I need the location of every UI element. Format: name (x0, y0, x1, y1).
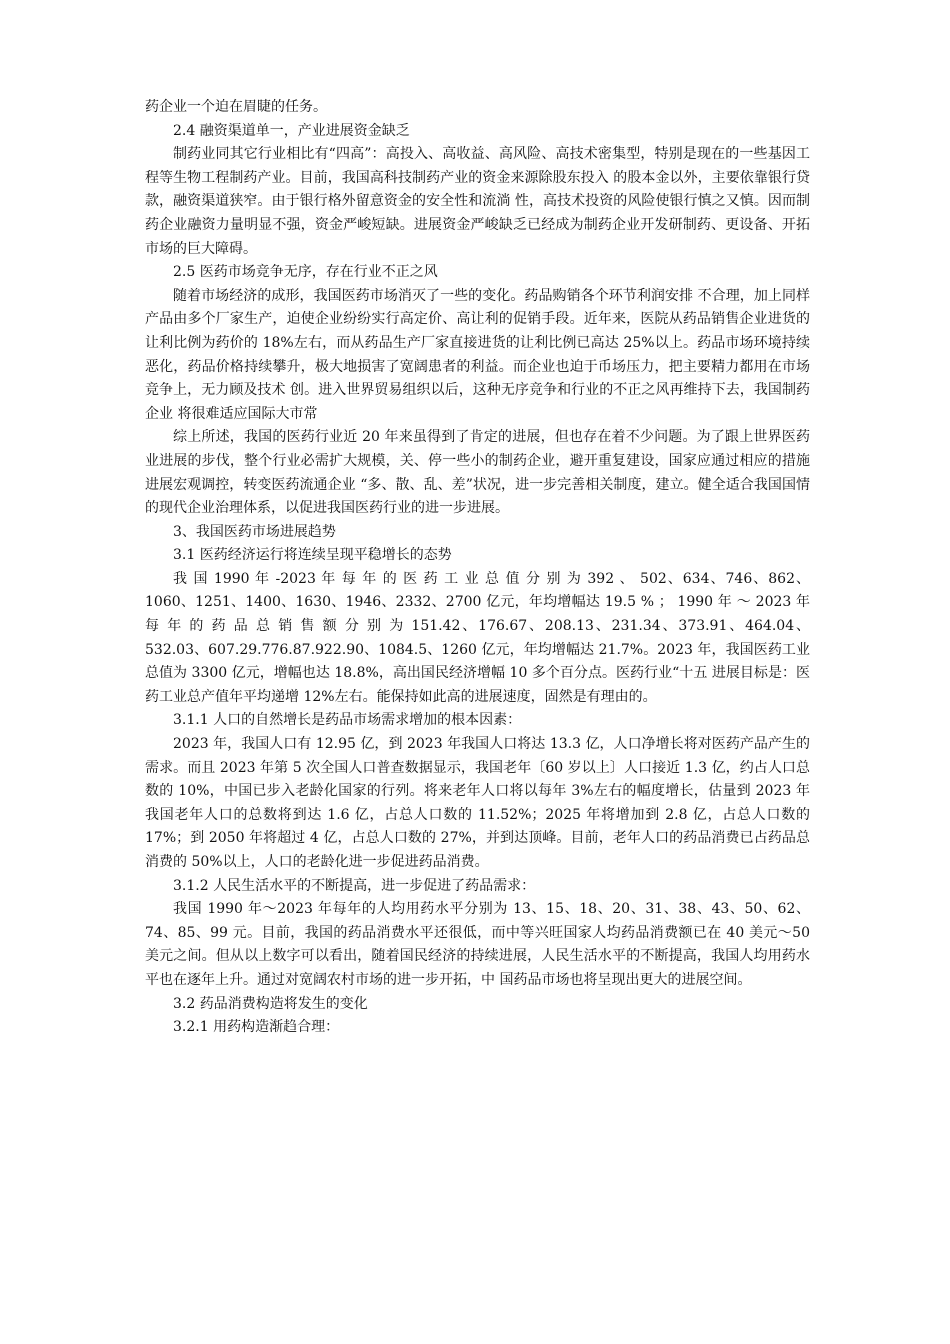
section-heading: 3.1.1 人口的自然增长是药品市场需求增加的根本因素： (173, 712, 522, 729)
paragraph: 我 国 1990 年 -2023 年 每 年 的 医 药 工 业 总 值 分 别 为 392 、 502、634、746、862、1060、1251、1400、1630、1946、2332、2700 亿元，年均增幅达 19.5 % ； 1990 年 ～ 2023 年 每 年 的 药 品 总 销 售 额 分 别 为 151.42、176.67、208.13、231.34、373.91、464.04、 532.03、607.29.776.87.922.90、1084.5、1260 亿元，年均增幅达 21.7%。2023 年，我国医药工业总值为 3300 亿元，增幅也达 18.8%，高出国民经济增幅 10 多个百分点。医药行业“十五 进展目标是：医药工业总产值年平均递增 12%左右。能保持如此高的进展速度，固然是有理由的。 (145, 570, 810, 705)
section-heading: 3.2 药品消费构造将发生的变化 (173, 995, 368, 1012)
paragraph: 综上所述，我国的医药行业近 20 年来虽得到了肯定的进展，但也存在着不少问题。为了跟上世界医药业进展的步伐，整个行业必需扩大规模，关、停一些小的制药企业，避开重复建设，国家应通过相应的措施进展宏观调控，转变医药流通企业 “多、散、乱、差”状况，进一步完善相关制度，建立。健全适合我国国情的现代企业治理体系，以促进我国医药行业的进一步进展。 (145, 429, 810, 517)
paragraph: 随着市场经济的成形，我国医药市场消灭了一些的变化。药品购销各个环节利润安排 不合理，加上同样产品由多个厂家生产，迫使企业纷纷实行高定价、高让利的促销手段。近年来，医院从药品销售企业进货的让利比例为药价的 18%左右，而从药品生产厂家直接进货的让利比例已高达 25%以上。药品市场环境持续恶化，药品价格持续攀升，极大地损害了宽阔患者的利益。而企业也迫于币场压力，把主要精力都用在市场竞争上，无力顾及技术 创。进入世界贸易组织以后，这种无序竞争和行业的不正之风再维持下去，我国制药企业 将很难适应国际大市常 (145, 287, 810, 422)
section-heading: 3.1 医药经济运行将连续呈现平稳增长的态势 (173, 547, 452, 564)
section-heading: 3、我国医药市场进展趋势 (173, 523, 336, 540)
paragraph: 药企业一个迫在眉睫的任务。 (145, 99, 327, 115)
paragraph: 2023 年，我国人口有 12.95 亿，到 2023 年我国人口将达 13.3 亿，人口净增长将对医药产品产生的需求。而且 2023 年第 5 次全国人口普查数据显示，我国老年〔60 岁以上〕人口接近 1.3 亿，约占人口总数的 10%，中国已步入老龄化国家的行列。将来老年人口将以每年 3%左右的幅度增长，估量到 2023 年我国老年人口的总数将到达 1.6 亿，占总人口数的 11.52%；2025 年将增加到 2.8 亿，占总人口数的 17%；到 2050 年将超过 4 亿，占总人口数的 27%，并到达顶峰。目前，老年人口的药品消费已占药品总消费的 50%以上，人口的老龄化进一步促进药品消费。 (145, 736, 810, 870)
document-body (145, 96, 810, 1040)
section-heading: 2.4 融资渠道单一，产业进展资金缺乏 (173, 122, 410, 139)
paragraph: 制药业同其它行业相比有“四高”：高投入、高收益、高风险、高技术密集型，特别是现在的一些基因工程等生物工程制药产业。目前，我国高科技制药产业的资金来源除股东投入 的股本金以外，主要依靠银行贷款，融资渠道狭窄。由于银行格外留意资金的安全性和流淌 性，高技术投资的风险使银行慎之又慎。因而制药企业融资力量明显不强，资金严峻短缺。进展资金严峻缺乏已经成为制药企业开发研制药、更设备、开拓市场的巨大障碍。 (145, 146, 810, 257)
section-heading: 3.1.2 人民生活水平的不断提高，进一步促进了药品需求： (173, 877, 536, 894)
section-heading: 3.2.1 用药构造渐趋合理： (173, 1019, 340, 1036)
section-heading: 2.5 医药市场竞争无序，存在行业不正之风 (173, 264, 438, 281)
paragraph: 我国 1990 年～2023 年每年的人均用药水平分别为 13、15、18、20、31、38、43、50、62、74、85、99 元。目前，我国的药品消费水平还很低，而中等兴旺国家人均药品消费额已在 40 美元～50 美元之间。但从以上数字可以看出，随着国民经济的持续进展，人民生活水平的不断提高，我国人均用药水平也在逐年上升。通过对宽阔农村市场的进一步开拓，中 国药品市场也将呈现出更大的进展空间。 (145, 901, 810, 988)
